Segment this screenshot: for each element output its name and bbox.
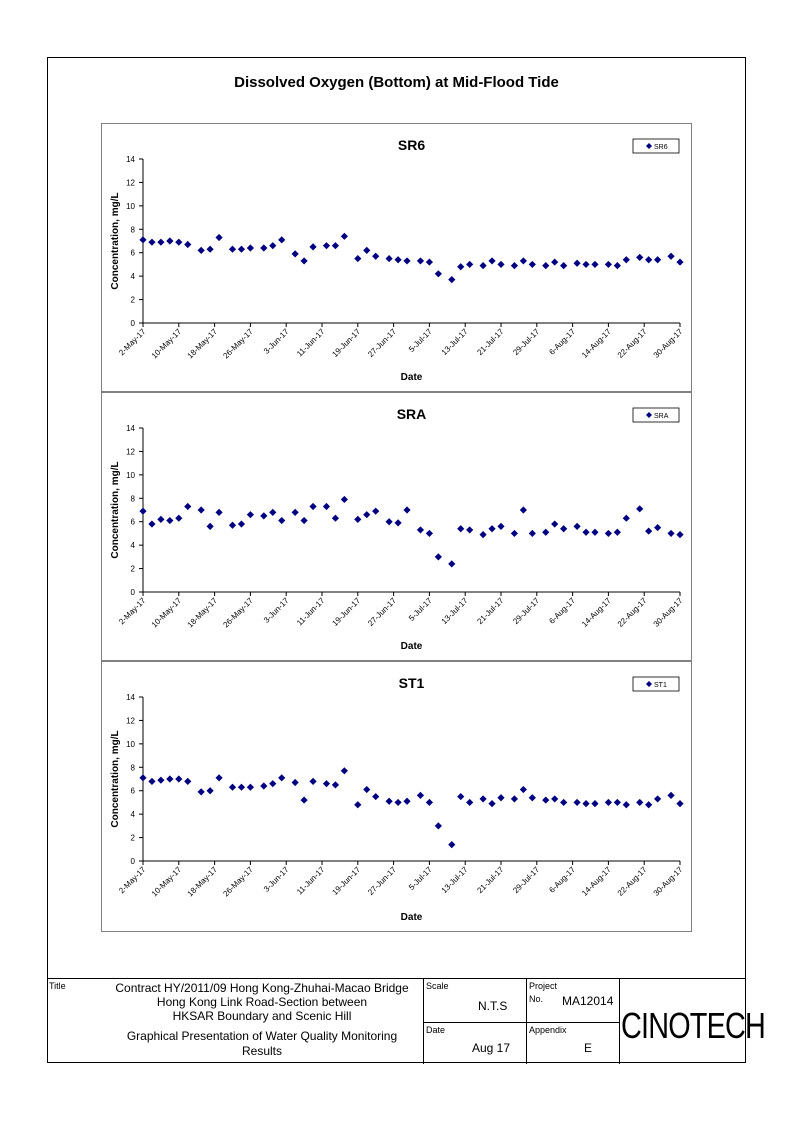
x-tick-label: 11-Jun-17 (294, 865, 327, 897)
x-tick-label: 14-Aug-17 (580, 865, 613, 898)
x-axis-label: Date (400, 641, 423, 652)
date-value: Aug 17 (472, 1041, 511, 1055)
x-tick-label: 10-May-17 (149, 327, 184, 361)
x-tick-label: 3-Jun-17 (261, 327, 291, 356)
contract-line: Hong Kong Link Road-Section between (156, 995, 368, 1009)
x-tick-label: 27-Jun-17 (366, 865, 399, 897)
chart-sr6 (101, 123, 692, 392)
y-tick-label: 0 (130, 319, 135, 328)
y-tick-label: 8 (130, 763, 135, 773)
appendix-value: E (584, 1041, 593, 1055)
x-tick-label: 27-Jun-17 (366, 596, 399, 628)
x-tick-label: 18-May-17 (185, 327, 220, 361)
y-tick-label: 14 (126, 155, 135, 164)
y-tick-label: 12 (126, 716, 135, 726)
x-tick-label: 22-Aug-17 (615, 327, 649, 360)
x-tick-label: 13-Jul-17 (439, 327, 470, 358)
x-tick-label: 29-Jul-17 (511, 865, 542, 896)
scale-value: N.T.S (478, 999, 508, 1013)
x-tick-label: 18-May-17 (185, 865, 220, 899)
x-tick-label: 5-Jul-17 (407, 596, 434, 623)
y-tick-label: 0 (130, 588, 135, 597)
x-axis-label: Date (400, 372, 423, 383)
x-tick-label: 29-Jul-17 (511, 596, 542, 627)
y-tick-label: 8 (130, 225, 135, 235)
x-tick-label: 19-Jun-17 (330, 596, 363, 628)
y-tick-label: 14 (126, 693, 135, 702)
title-block-divider (423, 1022, 619, 1023)
chart-st1 (101, 661, 692, 932)
x-axis-label: Date (400, 912, 423, 923)
y-tick-label: 0 (130, 857, 135, 866)
x-tick-label: 22-Aug-17 (615, 596, 649, 629)
x-tick-label: 3-Jun-17 (261, 596, 291, 625)
page-title: Dissolved Oxygen (Bottom) at Mid-Flood Tide (234, 74, 559, 91)
scale-label: Scale (426, 981, 449, 991)
presentation-line: Graphical Presentation of Water Quality Monitoring (126, 1029, 398, 1043)
date-label: Date (426, 1025, 446, 1035)
x-tick-label: 30-Aug-17 (651, 596, 685, 629)
y-tick-label: 4 (130, 541, 135, 551)
legend-label: ST1 (654, 682, 667, 689)
x-tick-label: 13-Jul-17 (439, 596, 470, 627)
x-tick-label: 18-May-17 (185, 596, 220, 630)
appendix-label: Appendix (529, 1025, 567, 1035)
x-tick-label: 3-Jun-17 (261, 865, 291, 894)
legend-label: SRA (654, 413, 669, 420)
project-label: Project (529, 981, 558, 991)
y-axis-label: Concentration, mg/L (110, 461, 121, 559)
y-tick-label: 10 (126, 470, 135, 480)
x-tick-label: 5-Jul-17 (407, 865, 434, 892)
chart-title: ST1 (398, 675, 425, 691)
chart-title: SRA (396, 406, 427, 422)
presentation-line: Results (241, 1044, 282, 1058)
legend-label: SR6 (654, 144, 668, 151)
x-tick-label: 21-Jul-17 (475, 327, 506, 358)
x-tick-label: 30-Aug-17 (651, 865, 685, 898)
y-tick-label: 8 (130, 494, 135, 504)
y-tick-label: 6 (130, 248, 135, 258)
x-tick-label: 11-Jun-17 (294, 327, 327, 359)
y-tick-label: 12 (126, 178, 135, 188)
x-tick-label: 10-May-17 (149, 865, 184, 899)
presentation-description (107, 1029, 417, 1059)
x-tick-label: 26-May-17 (221, 596, 255, 630)
x-tick-label: 6-Aug-17 (547, 865, 578, 895)
x-tick-label: 11-Jun-17 (294, 596, 327, 628)
x-tick-label: 10-May-17 (149, 596, 184, 630)
x-tick-label: 26-May-17 (221, 865, 255, 899)
x-tick-label: 22-Aug-17 (615, 865, 649, 898)
y-tick-label: 2 (130, 564, 135, 574)
y-tick-label: 2 (130, 833, 135, 843)
title-block-divider (619, 979, 620, 1064)
x-tick-label: 14-Aug-17 (580, 596, 613, 629)
x-tick-label: 30-Aug-17 (651, 327, 685, 360)
y-tick-label: 4 (130, 810, 135, 820)
x-tick-label: 2-May-17 (117, 596, 148, 627)
y-tick-label: 6 (130, 786, 135, 796)
x-tick-label: 29-Jul-17 (511, 327, 542, 358)
x-tick-label: 19-Jun-17 (330, 865, 363, 897)
company-logo: CINOTECH (621, 1005, 765, 1046)
project-no-label: No. (529, 994, 544, 1004)
x-tick-label: 14-Aug-17 (580, 327, 613, 360)
contract-description (107, 981, 417, 1023)
y-tick-label: 4 (130, 272, 135, 282)
chart-sra (101, 392, 692, 661)
x-tick-label: 6-Aug-17 (547, 596, 578, 626)
x-tick-label: 13-Jul-17 (439, 865, 470, 896)
title-label: Title (49, 981, 66, 991)
title-block (47, 978, 765, 1063)
project-number: MA12014 (562, 994, 614, 1008)
x-tick-label: 21-Jul-17 (475, 865, 506, 896)
contract-line: Contract HY/2011/09 Hong Kong-Zhuhai-Macao Bridge (115, 981, 409, 995)
y-axis-label: Concentration, mg/L (110, 730, 121, 828)
x-tick-label: 19-Jun-17 (330, 327, 363, 359)
y-tick-label: 10 (126, 739, 135, 749)
x-tick-label: 6-Aug-17 (547, 327, 578, 357)
x-tick-label: 26-May-17 (221, 327, 255, 361)
contract-line: HKSAR Boundary and Scenic Hill (172, 1009, 352, 1023)
x-tick-label: 2-May-17 (117, 327, 148, 358)
y-tick-label: 2 (130, 295, 135, 305)
y-axis-label: Concentration, mg/L (110, 192, 121, 290)
x-tick-label: 21-Jul-17 (475, 596, 506, 627)
y-tick-label: 6 (130, 517, 135, 527)
y-tick-label: 10 (126, 201, 135, 211)
y-tick-label: 14 (126, 424, 135, 433)
x-tick-label: 2-May-17 (117, 865, 148, 896)
chart-title: SR6 (397, 137, 426, 153)
x-tick-label: 27-Jun-17 (366, 327, 399, 359)
x-tick-label: 5-Jul-17 (407, 327, 434, 354)
y-tick-label: 12 (126, 447, 135, 457)
